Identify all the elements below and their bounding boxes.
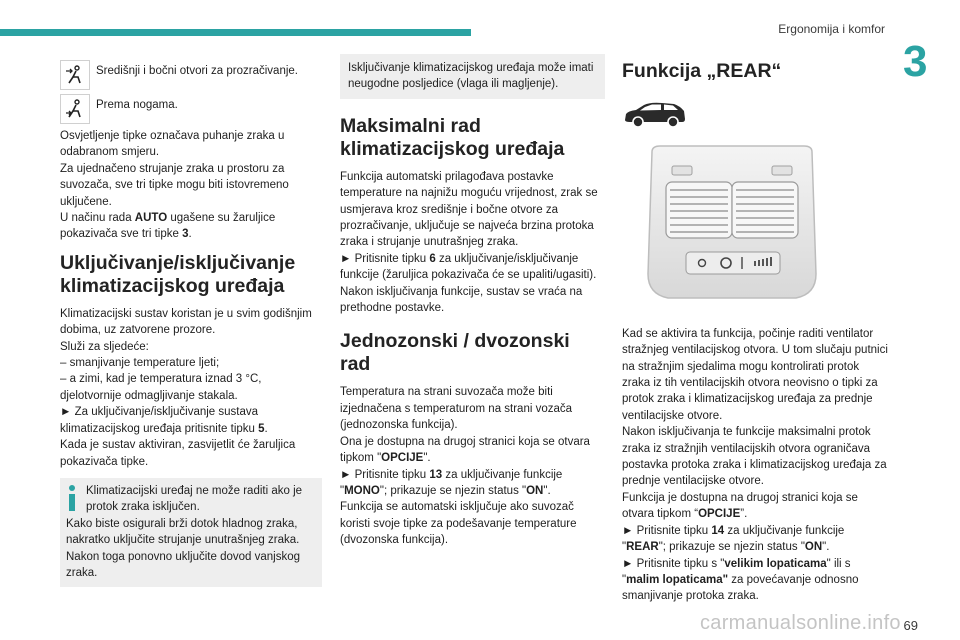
paragraph: Funkcija se automatski isključuje ako suvozač koristi svoje tipke za podešavanje temperature (dvozonska funkcija). — [340, 501, 577, 547]
paragraph: Klimatizacijski sustav koristan je u svim godišnjim dobima, uz zatvorene prozore. — [60, 307, 312, 337]
paragraph: – smanjivanje temperature ljeti; — [60, 357, 220, 370]
heading-single-dual-zone: Jednozonski / dvozonski rad — [340, 330, 570, 376]
section-title: Ergonomija i komfor — [778, 22, 885, 36]
heading-rear-function: Funkcija „REAR“ — [622, 60, 782, 82]
heading-ac-on-off: Uključivanje/isključivanje klimatizacijskog uređaja — [60, 251, 296, 297]
heading-max-ac: Maksimalni rad klimatizacijskog uređaja — [340, 114, 565, 160]
paragraph: – a zimi, kad je temperatura iznad 3 °C, djelotvornije odmagljivanje stakala. — [60, 373, 262, 402]
vent-option-center-text: Središnji i bočni otvori za prozračivanje. — [96, 65, 298, 77]
car-silhouette-icon — [622, 101, 890, 134]
vent-option-feet — [60, 94, 322, 124]
paragraph: Nakon isključivanja funkcije, sustav se vraća na prethodne postavke. — [340, 285, 583, 315]
note-text: Isključivanje klimatizacijskog uređaja može imati neugodne posljedice (vlaga ili magljenje). — [348, 62, 594, 91]
paragraph: Funkcija automatski prilagođava postavke temperature na najnižu moguću vrijednost, zrak se usmjerava kroz središnje i bočne otvore za prozračivanje, uključuje se najveća brzina protoka zraka i strujanje unutrašnjeg zraka. — [340, 170, 598, 249]
feet-vents-icon — [60, 94, 90, 124]
paragraph: Funkcija je dostupna na drugoj stranici koja se otvara tipkom “OPCIJE”. — [622, 491, 858, 521]
column-right — [622, 60, 890, 605]
column-left — [60, 60, 322, 587]
paragraph: Kad se aktivira ta funkcija, počinje raditi ventilator stražnjeg ventilacijskog otvora. U tom slučaju putnici na stražnjim sjedalima mogu kontrolirati protok zraka iz tih ventilacijskih otvora neovisno o tipki za protok zraka i klimatizacijskog uređaja za prednje ventilacijske otvore. — [622, 327, 888, 422]
paragraph: Nakon isključivanja te funkcije maksimalni protok zraka iz stražnjih ventilacijskih otvora ograničava postavka protoka zraka i klimatizacijskog uređaja za prednje ventilacijske otvore. — [622, 426, 887, 488]
paragraph: Temperatura na strani suvozača može biti izjednačena s temperaturom na strani vozača (jednozonska funkcija). — [340, 386, 573, 432]
info-note-text: Klimatizacijski uređaj ne može raditi ako je protok zraka isključen. — [86, 484, 303, 514]
note-box — [340, 54, 605, 99]
paragraph: ► Pritisnite tipku 13 za uključivanje funkcije "MONO"; prikazuje se njezin status "ON". — [340, 468, 563, 497]
watermark: carmanualsonline.info — [700, 612, 901, 634]
paragraph: ► Za uključivanje/isključivanje sustava klimatizacijskog uređaja pritisnite tipku 5. — [60, 406, 268, 435]
rear-vent-panel-illustration — [646, 144, 890, 307]
vent-option-feet-text: Prema nogama. — [96, 99, 178, 111]
center-side-vents-icon — [60, 60, 90, 90]
paragraph: ► Pritisnite tipku 14 za uključivanje funkcije "REAR"; prikazuje se njezin status "ON". — [622, 524, 845, 554]
paragraph: Ona je dostupna na drugoj stranici koja se otvara tipkom "OPCIJE". — [340, 435, 590, 465]
page-number: 69 — [903, 618, 918, 633]
chapter-number: 3 — [903, 37, 928, 86]
paragraph: U načinu rada AUTO ugašene su žaruljice pokazivača sve tri tipke 3. — [60, 212, 276, 241]
column-middle — [340, 54, 605, 549]
header-accent-bar — [0, 29, 471, 36]
paragraph: ► Pritisnite tipku 6 za uključivanje/isključivanje funkcije (žaruljica pokazivača će se upaliti/ugasiti). — [340, 252, 597, 282]
paragraph: Kada je sustav aktiviran, zasvijetlit će žaruljica pokazivača tipke. — [60, 439, 296, 468]
paragraph: Za ujednačeno strujanje zraka u prostoru za suvozača, sve tri tipke mogu biti istovremeno uključene. — [60, 162, 289, 208]
paragraph: Služi za sljedeće: — [60, 340, 149, 353]
info-note-text: Kako biste osigurali brži dotok hladnog zraka, nakratko uključite strujanje unutrašnjeg zraka. Nakon toga ponovno uključite dovod vanjskog zraka. — [66, 517, 300, 579]
info-icon — [66, 485, 78, 511]
paragraph: ► Pritisnite tipku s "velikim lopaticama" ili s "malim lopaticama" za povećavanje odnosno smanjivanje protoka zraka. — [622, 557, 859, 603]
info-note — [60, 478, 322, 587]
paragraph: Osvjetljenje tipke označava puhanje zraka u odabranom smjeru. — [60, 130, 285, 159]
vent-option-center — [60, 60, 322, 90]
